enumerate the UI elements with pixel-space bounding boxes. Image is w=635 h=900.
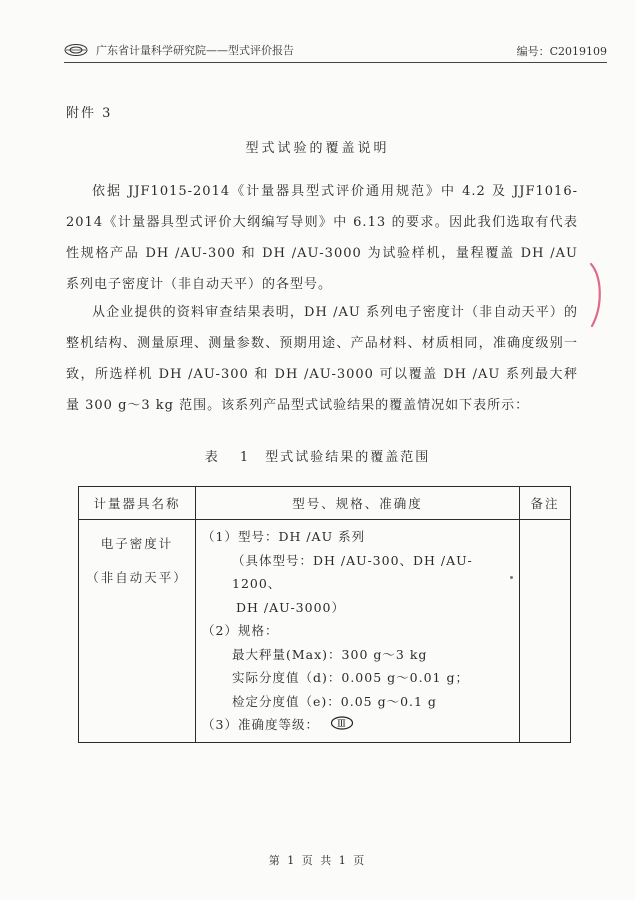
attachment-label: 附件 3 [66, 106, 113, 121]
instrument-subtitle: （非自动天平） [86, 570, 188, 585]
table-caption: 表 1 型式试验结果的覆盖范围 [204, 450, 431, 465]
instrument-name: 电子密度计 [100, 536, 174, 551]
header-divider [64, 62, 607, 63]
spec-line-models-list: （具体型号：DH /AU-300、DH /AU-1200、 [232, 552, 473, 591]
report-number: 编号：C2019109 [516, 45, 607, 58]
header-model-spec: 型号、规格、准确度 [196, 487, 520, 520]
document-title: 型式试验的覆盖说明 [245, 141, 390, 156]
spec-line-verification-division: 检定分度值（e)：0.05 g～0.1 g [232, 693, 437, 709]
table-row [79, 520, 571, 743]
spec-line-max-capacity: 最大秤量(Max)：300 g～3 kg [232, 646, 428, 662]
page-footer: 第 1 页 共 1 页 [268, 854, 367, 867]
spec-line-model: （1）型号：DH /AU 系列 [202, 529, 366, 544]
stray-dot [510, 576, 513, 579]
page-header [64, 40, 607, 60]
spec-line-actual-division: 实际分度值（d)：0.005 g～0.01 g； [232, 670, 469, 685]
instrument-cell [79, 520, 196, 743]
accuracy-class-icon [330, 714, 354, 738]
margin-ink-mark [588, 262, 606, 332]
header-institute: 广东省计量科学研究院——型式评价报告 [96, 44, 294, 57]
spec-line-accuracy [202, 713, 513, 737]
table-header-row [79, 487, 571, 520]
remark-cell [520, 520, 571, 743]
spec-line-spec-heading: （2）规格： [202, 623, 279, 638]
institute-logo-icon [64, 43, 88, 57]
spec-cell [196, 520, 520, 743]
paragraph-2: 从企业提供的资料审查结果表明，DH /AU 系列电子密度计（非自动天平）的整机结构、测量原理、测量参数、预期用途、产品材料、材质相同，准确度级别一致，所选样机 DH /AU-300 和 DH /AU-3000 可以覆盖 DH /AU 系列最大秤量 300 g～3 kg 范围。该系列产品型式试验结果的覆盖情况如下表所示： [66, 305, 578, 413]
accuracy-class-symbol: Ⅲ [337, 719, 347, 730]
spec-line-models-cont: DH /AU-3000） [236, 599, 345, 615]
coverage-table [78, 486, 571, 743]
header-remark: 备注 [520, 487, 571, 520]
header-left [64, 42, 294, 58]
paragraph-1: 依据 JJF1015-2014《计量器具型式评价通用规范》中 4.2 及 JJF1016-2014《计量器具型式评价大纲编写导则》中 6.13 的要求。因此我们选取有代表性规格产品 DH /AU-300 和 DH /AU-3000 为试验样机，量程覆盖 DH /AU 系列电子密度计（非自动天平）的各型号。 [66, 184, 578, 292]
accuracy-label: （3）准确度等级： [202, 717, 319, 732]
header-instrument-name: 计量器具名称 [79, 487, 196, 520]
